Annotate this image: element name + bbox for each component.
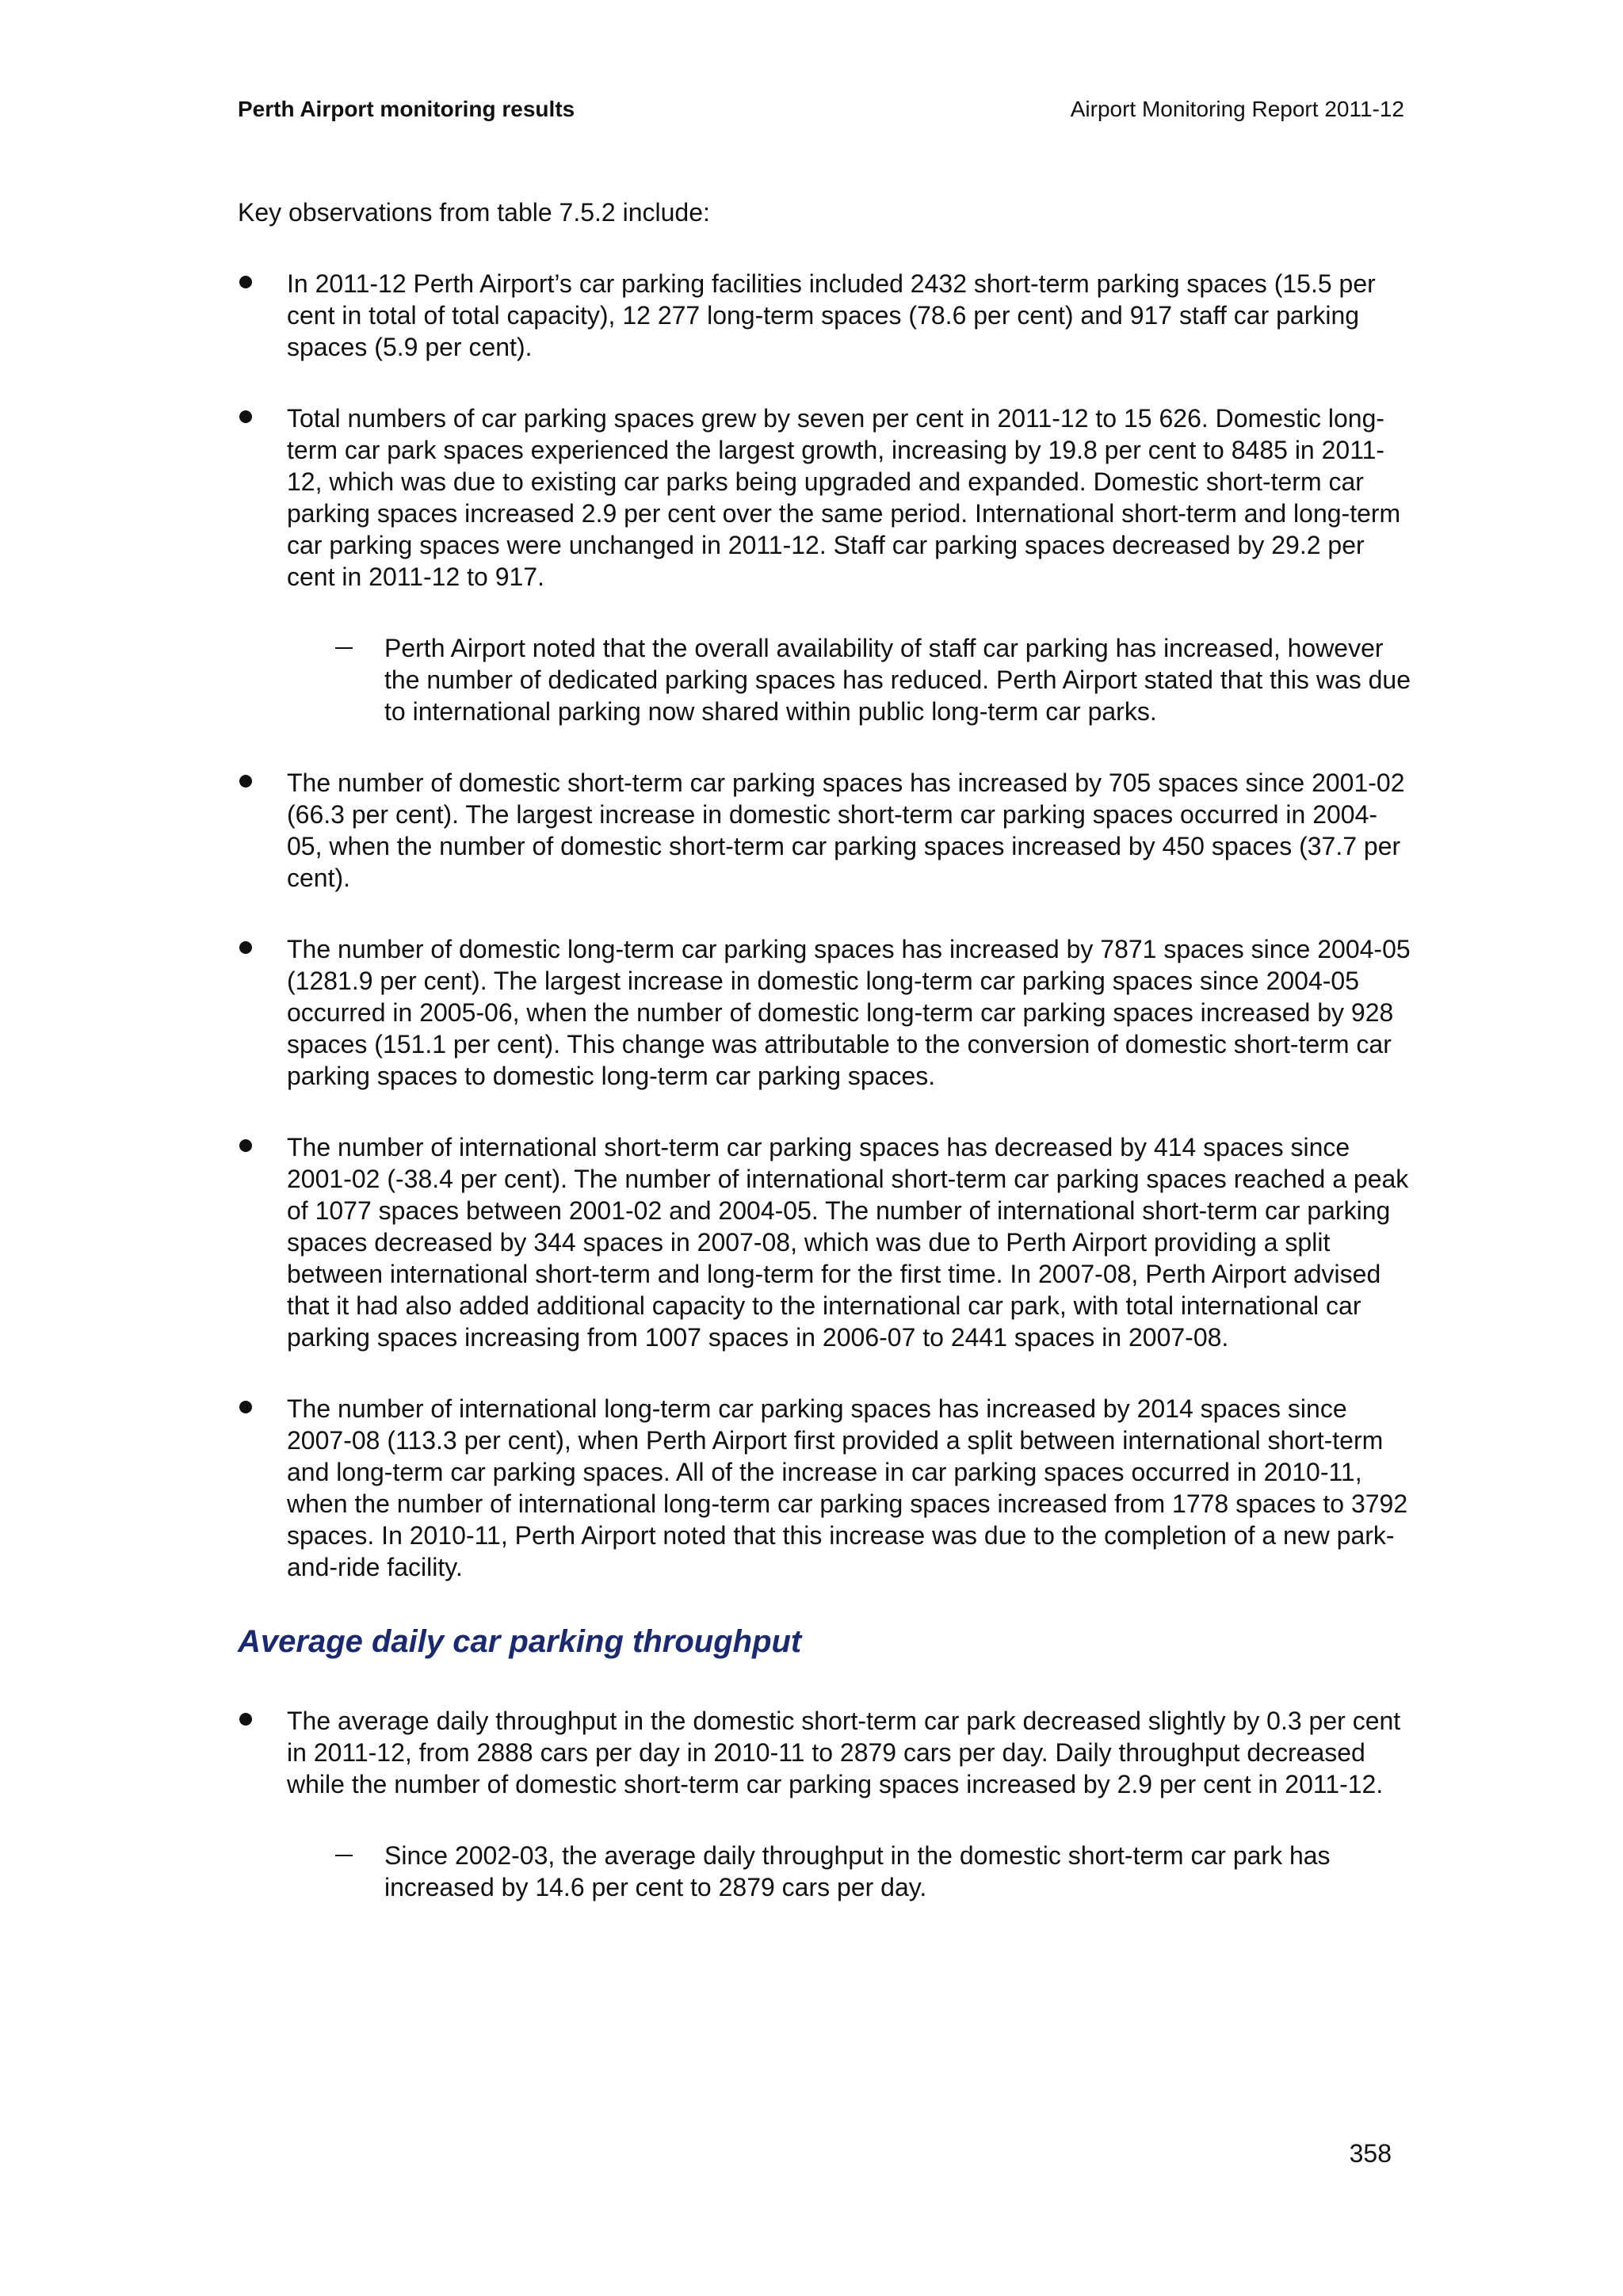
list-item xyxy=(238,1131,1411,1353)
sub-list-item xyxy=(238,1840,1411,1903)
section-heading: Average daily car parking throughput xyxy=(238,1624,802,1659)
header-section-title: Perth Airport monitoring results xyxy=(238,97,575,121)
bullet-icon xyxy=(239,410,252,423)
list-item-text: The number of domestic short-term car parking spaces has increased by 705 spaces since 2001-02 (66.3 per cent). The largest increase in domestic short-term car parking spaces occurred in 2004-05, when the number of domestic short-term car parking spaces increased by 450 spaces (37.7 per cent). xyxy=(287,769,1405,892)
bullet-icon xyxy=(239,941,252,954)
page-header xyxy=(238,97,1404,128)
list-item xyxy=(238,1705,1411,1800)
list-item-text: The number of international long-term car parking spaces has increased by 2014 spaces since 2007-08 (113.3 per cent), when Perth Airport first provided a split between international short-term and long-term car parking spaces. All of the increase in car parking spaces occurred in 2010-11, when the number of international long-term car parking spaces increased from 1778 spaces to 3792 spaces. In 2010-11, Perth Airport noted that this increase was due to the completion of a new park-and-ride facility. xyxy=(287,1394,1408,1581)
list-item xyxy=(238,767,1411,894)
page-number: 358 xyxy=(1349,2139,1392,2168)
list-item-text: Total numbers of car parking spaces grew by seven per cent in 2011-12 to 15 626. Domestic long-term car park spaces experienced the largest growth, increasing by 19.8 per cent to 8485 in 2011-12, which was due to existing car parks being upgraded and expanded. Domestic short-term car parking spaces increased 2.9 per cent over the same period. International short-term and long-term car parking spaces were unchanged in 2011-12. Staff car parking spaces decreased by 29.2 per cent in 2011-12 to 917. xyxy=(287,404,1401,591)
list-item-text: The average daily throughput in the domestic short-term car park decreased slightly by 0.3 per cent in 2011-12, from 2888 cars per day in 2010-11 to 2879 cars per day. Daily throughput decreased while the number of domestic short-term car parking spaces increased by 2.9 per cent in 2011-12. xyxy=(287,1707,1401,1798)
list-item-text: The number of domestic long-term car parking spaces has increased by 7871 spaces since 2004-05 (1281.9 per cent). The largest increase in domestic long-term car parking spaces since 2004-05 occurred in 2005-06, when the number of domestic long-term car parking spaces increased by 928 spaces (151.1 per cent). This change was attributable to the conversion of domestic short-term car parking spaces to domestic long-term car parking spaces. xyxy=(287,935,1411,1090)
sub-list-item-text: Since 2002-03, the average daily throughput in the domestic short-term car park has increased by 14.6 per cent to 2879 cars per day. xyxy=(384,1841,1331,1901)
bullet-icon xyxy=(239,1713,252,1726)
dash-icon xyxy=(335,647,353,649)
list-item xyxy=(238,268,1411,363)
page-content xyxy=(238,196,1411,1943)
bullet-icon xyxy=(239,1401,252,1413)
bullet-icon xyxy=(239,276,252,288)
header-report-title: Airport Monitoring Report 2011-12 xyxy=(1070,97,1404,121)
sub-list-item xyxy=(238,632,1411,727)
list-item-text: The number of international short-term car parking spaces has decreased by 414 spaces since 2001-02 (-38.4 per cent). The number of international short-term car parking spaces reached a peak of 1077 spaces between 2001-02 and 2004-05. The number of international short-term car parking spaces decreased by 344 spaces in 2007-08, which was due to Perth Airport providing a split between international short-term and long-term for the first time. In 2007-08, Perth Airport advised that it had also added additional capacity to the international car park, with total international car parking spaces increasing from 1007 spaces in 2006-07 to 2441 spaces in 2007-08. xyxy=(287,1133,1409,1352)
list-item xyxy=(238,1393,1411,1583)
list-item xyxy=(238,402,1411,593)
intro-paragraph: Key observations from table 7.5.2 include: xyxy=(238,198,710,227)
list-item xyxy=(238,933,1411,1092)
dash-icon xyxy=(335,1855,353,1856)
bullet-icon xyxy=(239,775,252,788)
bullet-icon xyxy=(239,1139,252,1152)
sub-list-item-text: Perth Airport noted that the overall availability of staff car parking has increased, however the number of dedicated parking spaces has reduced. Perth Airport stated that this was due to international parking now shared within public long-term car parks. xyxy=(384,634,1411,726)
list-item-text: In 2011-12 Perth Airport’s car parking facilities included 2432 short-term parking spaces (15.5 per cent in total of total capacity), 12 277 long-term spaces (78.6 per cent) and 917 staff car parking spaces (5.9 per cent). xyxy=(287,269,1376,361)
